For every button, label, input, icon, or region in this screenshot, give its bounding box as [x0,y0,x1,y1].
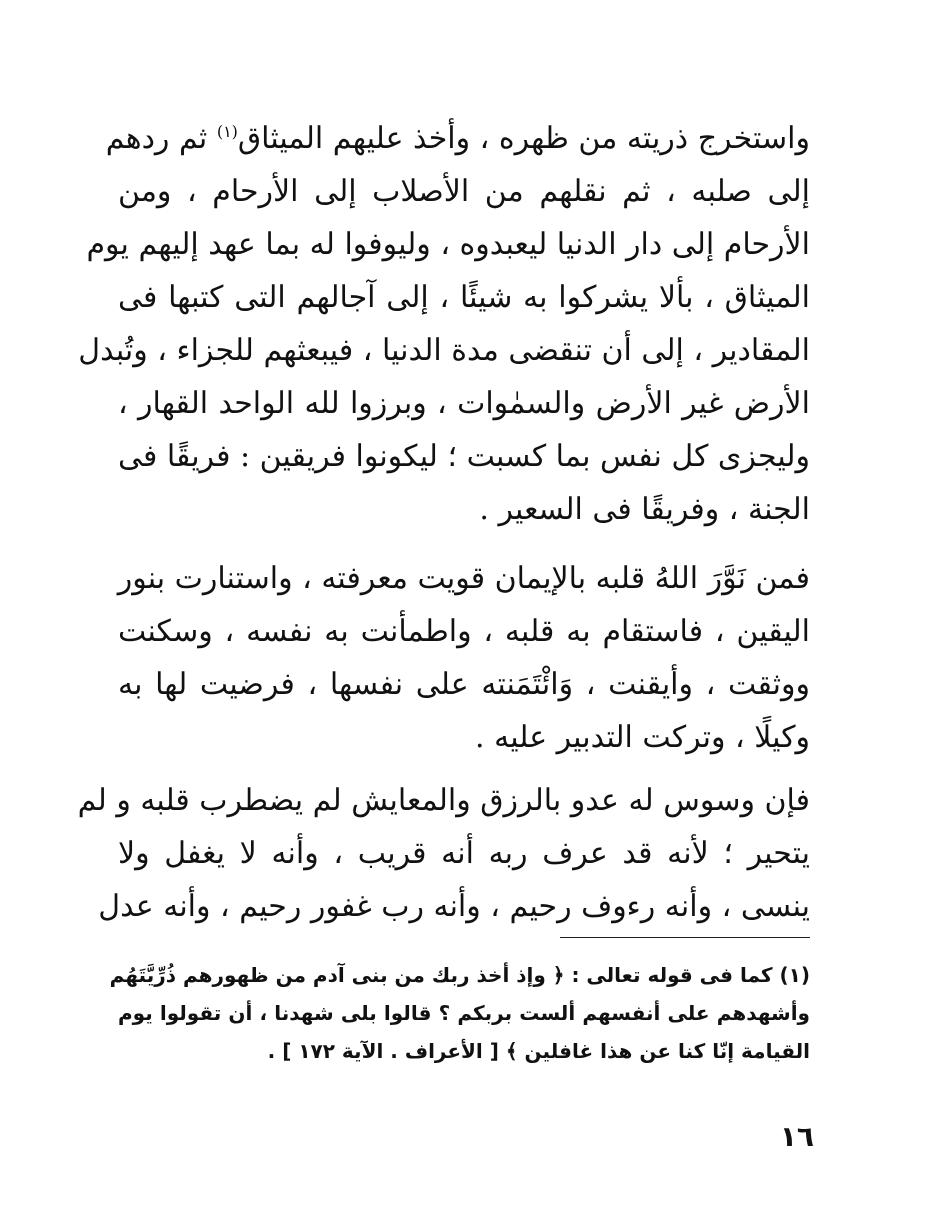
footnote-line: القيامة إنّا كنا عن هذا غافلين ﴾ [ الأعراف . الآية ١٧٢ ] . [267,1039,810,1063]
paragraph-1-line-1-start: واستخرج ذريته من ظهره ، وأخذ عليهم الميثاق [237,121,810,156]
paragraph-2-line: ووثقت ، وأيقنت ، وَائْتَمَنته على نفسها ، فرضيت لها به [118,667,810,702]
paragraph-1-line: الأرحام إلى دار الدنيا ليعبدوه ، وليوفوا له بما عهد إليهم يوم [86,227,810,262]
paragraph-2-line: وكيلًا ، وتركت التدبير عليه . [475,720,810,755]
page-number: ١٦ [779,1120,814,1153]
footnote [109,956,810,1070]
footnote-reference-marker[interactable]: (١) [216,122,238,141]
paragraph-1-line: المقادير ، إلى أن تنقضى مدة الدنيا ، فيبعثهم للجزاء ، وتُبدل [78,333,810,368]
paragraph-1-line-1-end: ثم ردهم [105,121,217,156]
paragraph-1-line: وليجزى كل نفس بما كسبت ؛ ليكونوا فريقين : فريقًا فى [118,439,810,474]
footnote-line: (١) كما فى قوله تعالى : ﴿ وإذ أخذ ربك من بنى آدم من ظهورهم ذُرِّيَّتَهُم [109,963,810,987]
paragraph-2-line: فمن نَوَّرَ اللهُ قلبه بالإيمان قويت معرفته ، واستنارت بنور [117,561,810,596]
paragraph-1-line: الأرض غير الأرض والسمٰوات ، وبرزوا لله الواحد القهار ، [118,386,810,421]
paragraph-1-line-1 [105,112,810,165]
paragraph-1-line: الجنة ، وفريقًا فى السعير . [479,492,810,527]
paragraph-1-line: إلى صلبه ، ثم نقلهم من الأصلاب إلى الأرحام ، ومن [118,174,810,209]
paragraph-2 [118,552,810,764]
paragraph-2-line: اليقين ، فاستقام به قلبه ، واطمأنت به نفسه ، وسكنت [118,614,811,649]
footnote-divider [560,937,810,938]
paragraph-1-line: الميثاق ، بألا يشركوا به شيئًا ، إلى آجالهم التى كتبها فى [118,280,810,315]
paragraph-1 [78,112,810,536]
paragraph-3-line: ينسى ، وأنه رءوف رحيم ، وأنه رب غفور رحيم ، وأنه عدل [98,889,810,924]
paragraph-3-line: فإن وسوس له عدو بالرزق والمعايش لم يضطرب قلبه و لم [77,783,810,818]
paragraph-3-line: يتحير ؛ لأنه قد عرف ربه أنه قريب ، وأنه لا يغفل ولا [118,836,810,871]
footnote-line: وأشهدهم على أنفسهم ألست بربكم ؟ قالوا بلى شهدنا ، أن تقولوا يوم [118,1001,810,1025]
paragraph-3 [77,774,810,933]
